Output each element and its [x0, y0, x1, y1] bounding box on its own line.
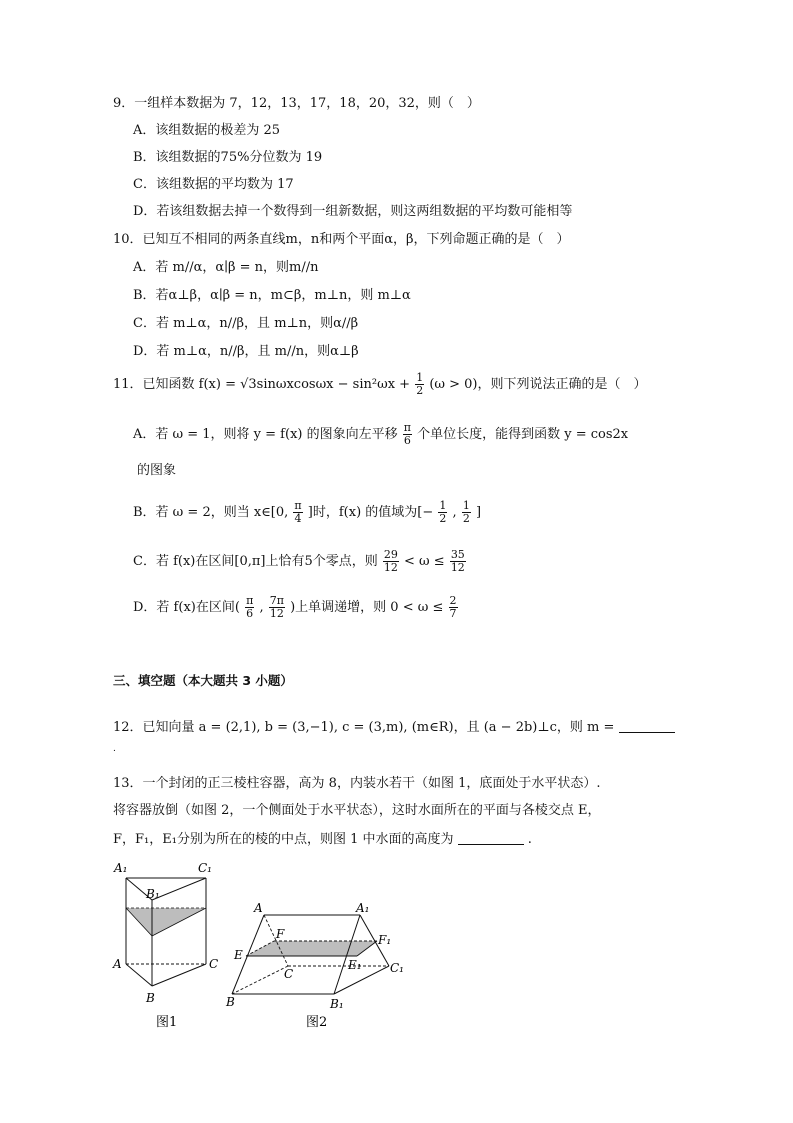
fig1-label-b: B — [146, 991, 155, 1005]
q11-option-b-fraction3 — [462, 500, 471, 525]
q11-option-c — [133, 549, 467, 574]
frac-den: 6 — [246, 607, 254, 620]
frac-num: 1 — [462, 499, 470, 512]
q11-stem-fraction — [415, 372, 424, 397]
q9-option-b: B．该组数据的75%分位数为 19 — [133, 150, 323, 165]
q11-option-b-part2: ]时，f(x) 的值域为[− — [307, 505, 434, 520]
frac-den: 2 — [416, 384, 424, 397]
q11-option-c-fraction1 — [383, 549, 399, 574]
frac-num: π — [294, 499, 302, 512]
frac-den: 2 — [462, 512, 470, 525]
q10-option-c: C．若 m⊥α，n//β，且 m⊥n，则α//β — [133, 316, 359, 331]
frac-den: 7 — [449, 607, 457, 620]
q9-option-d: D．若该组数据去掉一个数得到一组新数据，则这两组数据的平均数可能相等 — [133, 204, 573, 219]
q11-option-d-fraction1 — [245, 595, 254, 620]
q11-option-c-fraction2 — [450, 549, 466, 574]
fig1-label-c: C — [209, 957, 219, 971]
q11-option-a-cont: 的图象 — [137, 463, 177, 478]
q10-stem: 10．已知互不相同的两条直线m，n和两个平面α，β，下列命题正确的是（ ） — [113, 232, 570, 247]
fig1-label-a: A — [113, 957, 122, 971]
fig1-label-a1: A₁ — [114, 861, 128, 875]
q12-text — [113, 718, 675, 737]
q11-option-d-fraction3 — [449, 595, 458, 620]
q11-stem — [113, 372, 647, 397]
q11-option-d-part3: )上单调递增，则 0 < ω ≤ — [290, 600, 444, 615]
figure2-caption: 图2 — [306, 1015, 328, 1030]
frac-num: 29 — [383, 548, 398, 561]
frac-den: 12 — [269, 607, 284, 620]
frac-den: 6 — [403, 434, 411, 447]
figure1-water-surface — [126, 908, 206, 936]
q11-option-b-fraction2 — [438, 500, 447, 525]
q11-option-d-part1: D．若 f(x)在区间( — [133, 600, 240, 615]
q10-option-d: D．若 m⊥α，n//β，且 m//n，则α⊥β — [133, 344, 359, 359]
frac-num: 7π — [269, 594, 284, 607]
q11-option-d-part2: , — [259, 600, 264, 615]
frac-den: 12 — [450, 561, 465, 574]
fig2-label-f: F — [276, 927, 285, 941]
q11-option-b-part3: , — [452, 505, 457, 520]
frac-num: π — [246, 594, 254, 607]
section-title: 三、填空题（本大题共 3 小题） — [113, 673, 293, 688]
figure2-prism-diagram — [224, 898, 414, 1038]
figure1-caption: 图1 — [156, 1015, 178, 1030]
q11-option-b-fraction1 — [293, 500, 302, 525]
q11-option-b-part4: ] — [475, 505, 482, 520]
fig2-label-c: C — [284, 967, 294, 981]
q11-option-a-part2: 个单位长度，能得到函数 y = cos2x — [417, 427, 629, 442]
q11-option-d-fraction2 — [269, 595, 285, 620]
frac-num: 1 — [416, 371, 424, 384]
q11-option-a-part1: A．若 ω = 1，则将 y = f(x) 的图象向左平移 — [133, 427, 398, 442]
fig2-label-b1: B₁ — [330, 997, 344, 1011]
q9-option-c: C．该组数据的平均数为 17 — [133, 177, 294, 192]
q9-option-a: A．该组数据的极差为 25 — [133, 123, 281, 138]
frac-den: 4 — [294, 512, 302, 525]
q11-option-b-part1: B．若 ω = 2，则当 x∈[0, — [133, 505, 289, 520]
fig1-label-b1: B₁ — [146, 887, 160, 901]
q13-line3-text: F，F₁，E₁分别为所在的棱的中点，则图 1 中水面的高度为 — [113, 832, 454, 847]
q13-line1: 13．一个封闭的正三棱柱容器，高为 8，内装水若干（如图 1，底面处于水平状态）. — [113, 776, 601, 791]
q10-option-b: B．若α⊥β，α∣β = n，m⊂β，m⊥n，则 m⊥α — [133, 288, 411, 303]
q13-line3 — [113, 830, 532, 849]
q11-option-c-part2: < ω ≤ — [404, 554, 445, 569]
fig2-label-e: E — [234, 948, 243, 962]
q11-option-a — [133, 422, 628, 447]
frac-num: 1 — [439, 499, 447, 512]
q13-line2: 将容器放倒（如图 2，一个侧面处于水平状态），这时水面所在的平面与各棱交点 E， — [113, 803, 601, 818]
figure1-prism-diagram — [110, 856, 230, 1036]
fig2-label-a: A — [254, 901, 263, 915]
q13-line3-end: . — [527, 832, 532, 847]
frac-den: 12 — [383, 561, 398, 574]
fig2-label-e1: E₁ — [348, 958, 362, 972]
q12-answer-blank[interactable] — [619, 718, 675, 733]
q10-option-a: A．若 m//α，α∣β = n，则m//n — [133, 260, 319, 275]
fig2-label-a1: A₁ — [356, 901, 370, 915]
fig1-label-c1: C₁ — [198, 861, 212, 875]
q11-option-c-part1: C．若 f(x)在区间[0,π]上恰有5个零点，则 — [133, 554, 378, 569]
q11-stem-part2: (ω > 0)，则下列说法正确的是（ ） — [429, 377, 647, 392]
frac-num: 35 — [450, 548, 465, 561]
q11-stem-part1: 11．已知函数 f(x) = √3sinωxcosωx − sin²ωx + — [113, 377, 411, 392]
q12-text-content: 12．已知向量 a = (2,1), b = (3,−1), c = (3,m), (m∈R)，且 (a − 2b)⊥c，则 m = — [113, 720, 615, 735]
frac-num: 2 — [449, 594, 457, 607]
fig2-label-f1: F₁ — [378, 933, 392, 947]
figure2-water-surface — [246, 941, 377, 956]
q9-stem: 9．一组样本数据为 7，12，13，17，18，20，32，则（ ） — [113, 96, 480, 111]
frac-num: π — [403, 421, 411, 434]
q11-option-b — [133, 500, 481, 525]
q11-option-a-fraction — [403, 422, 412, 447]
frac-den: 2 — [439, 512, 447, 525]
q11-option-d — [133, 595, 459, 620]
fig2-label-b: B — [226, 995, 235, 1009]
q13-answer-blank[interactable] — [458, 830, 524, 845]
fig2-label-c1: C₁ — [390, 961, 404, 975]
q12-dot: . — [113, 744, 116, 754]
